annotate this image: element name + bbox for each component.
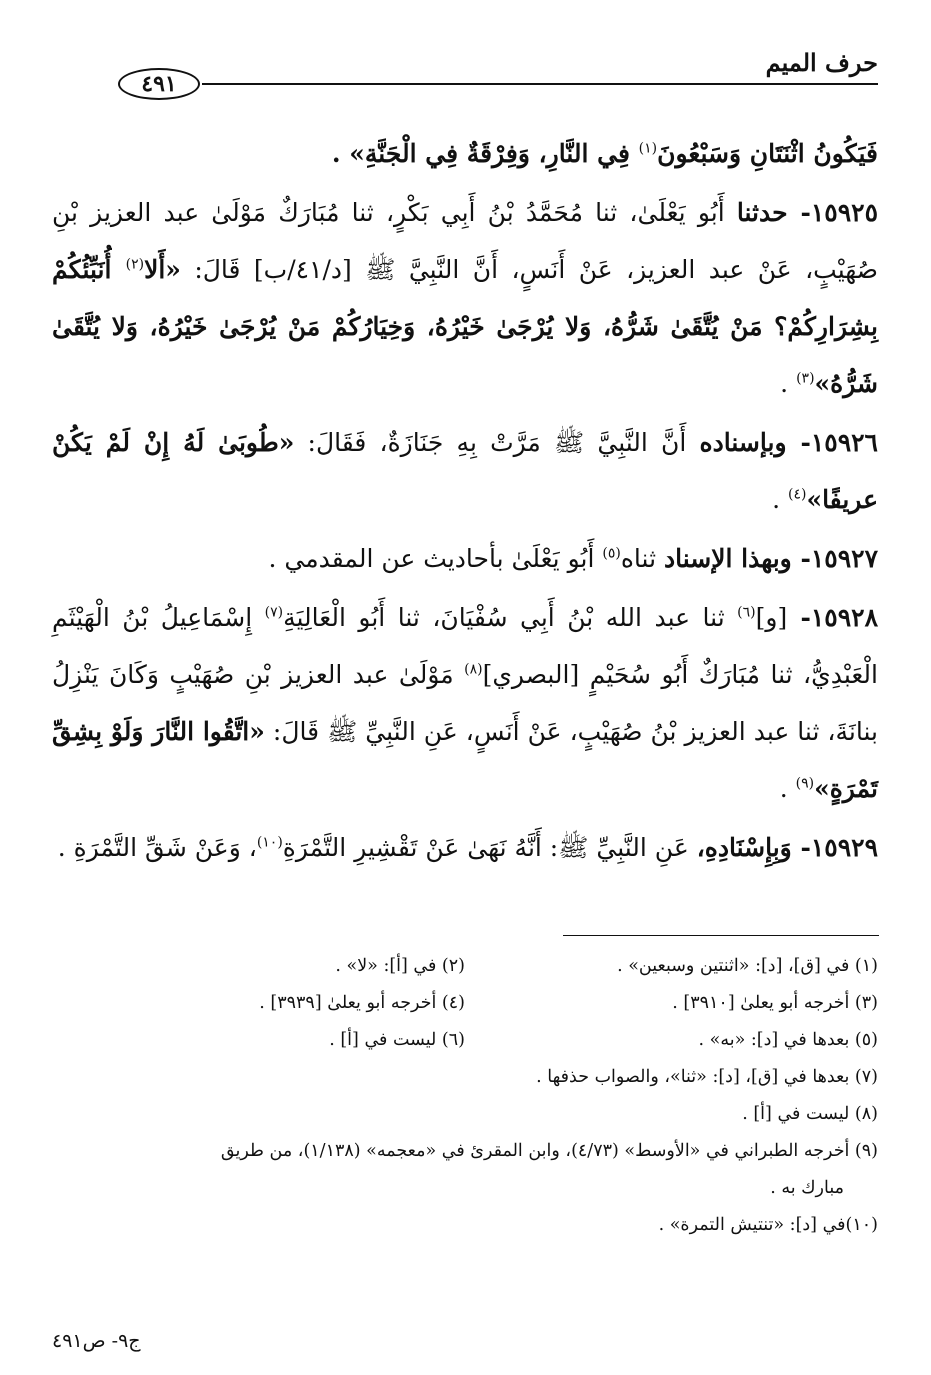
page-number-badge: ٤٩١ [118, 68, 200, 100]
hadith-number: ١٥٩٢٧- [791, 544, 878, 573]
hadith-15925 [52, 184, 878, 412]
hadith-text: مَوْلَىٰ عبد العزيز بْنِ صُهَيْبٍ وَكَانَ يَنْزِلُ بنانَةَ، ثنا عبد العزيز بْنُ صُهَيْبٍ، عَنْ أَنَسٍ، عَنِ النَّبِيِّ ﷺ قَالَ: [52, 660, 878, 746]
hadith-text: . [780, 369, 797, 398]
footnote-row [52, 1022, 878, 1059]
footnote-ref: (٤) [787, 486, 807, 503]
hadith-15929 [52, 819, 878, 876]
footnote-ref: (١) [638, 140, 658, 157]
footnote-9 [52, 1133, 878, 1207]
hadith-number: ١٥٩٢٥- [787, 198, 878, 227]
footnote-1: (١) في [ق]، [د]: «اثنتين وسبعين» . [617, 956, 878, 976]
hadith-number: ١٥٩٢٦- [786, 428, 878, 457]
footnote-ref: (١٠) [256, 834, 283, 851]
hadith-quote: أُنَبِّئُكُمْ بِشِرَارِكُمْ؟ مَنْ يُتَّقَىٰ شَرُّهُ، وَلا يُرْجَىٰ خَيْرُهُ، وَخِيَارُكُمْ مَنْ يُرْجَىٰ خَيْرُهُ، وَلا يُتَّقَىٰ شَرُّهُ» [52, 255, 878, 398]
hadith-text: ، وَعَنْ شَقِّ التَّمْرَةِ . [57, 833, 257, 862]
footnote-9-continuation: مبارك به . [770, 1178, 844, 1198]
page-header [52, 46, 878, 97]
hadith-lead: وبهذا الإسناد [663, 544, 792, 573]
hadith-text: ثنا عبد الله بْنُ أَبِي سُفْيَانَ، ثنا أَبُو الْعَالِيَةِ [283, 603, 738, 632]
hadith-number: ١٥٩٢٨- [787, 603, 878, 632]
footnote-5: (٥) بعدها في [د]: «به» . [698, 1030, 878, 1050]
main-text [52, 125, 878, 878]
hadith-text: [و] [755, 603, 788, 632]
footnote-ref: (٢) [125, 256, 145, 273]
hadith-15927 [52, 530, 878, 587]
footnote-10: (١٠)في [د]: «تنتيش التمرة» . [658, 1215, 878, 1235]
hadith-quote: «اتَّقُوا النَّارَ وَلَوْ بِشِقِّ تَمْرَةٍ» [52, 717, 878, 803]
hadith-text: . [779, 774, 796, 803]
hadith-15926 [52, 414, 878, 528]
hadith-quote: «أَلا [144, 255, 181, 284]
hadith-text: أَنَّ النَّبِيَّ ﷺ مَرَّتْ بِهِ جَنَازَةٌ، فَقَالَ: [294, 428, 700, 457]
hadith-quote: «طُوبَىٰ لَهُ إِنْ لَمْ يَكُنْ عريفًا» [52, 428, 878, 514]
volume-page-marker: ج٩- ص٤٩١ [52, 1330, 141, 1352]
hadith-text: أَبُو يَعْلَىٰ، ثنا مُحَمَّدُ بْنُ أَبِي بَكْرٍ، ثنا مُبَارَكٌ مَوْلَىٰ عبد العزيز بْنِ صُهَيْبٍ، عَنْ عبد العزيز، عَنْ أَنَسٍ، أَنَّ النَّبِيَّ ﷺ [د/٤١/ب] قَالَ: [52, 198, 878, 284]
header-rule [202, 83, 878, 85]
hadith-quote: فَيَكُونُ اثْنَتَانِ وَسَبْعُونَ [657, 139, 878, 168]
footnote-row [52, 948, 878, 985]
footnote-separator [563, 935, 879, 936]
footnote-ref: (٩) [795, 775, 815, 792]
hadith-text: أَبُو يَعْلَىٰ بأحاديث عن المقدمي . [268, 544, 603, 573]
hadith-lead: وَبِإِسْنَادِهِ، [696, 833, 792, 862]
paragraph-continuation [52, 125, 878, 182]
footnote-row [52, 985, 878, 1022]
footnote-ref: (٧) [264, 604, 284, 621]
footnote-ref: (٥) [602, 545, 621, 562]
footnote-7: (٧) بعدها في [ق]، [د]: «ثنا»، والصواب حذفها . [536, 1067, 878, 1087]
hadith-text: ثناه [620, 544, 664, 573]
hadith-lead: وبإسناده [699, 428, 787, 457]
hadith-text: إِسْمَاعِيلُ بْنُ الْهَيْثَمِ الْعَبْدِيُّ، ثنا مُبَارَكٌ أَبُو سُحَيْمٍ [البصري] [52, 603, 878, 689]
hadith-text: عَنِ النَّبِيِّ ﷺ: أَنَّهُ نَهَىٰ عَنْ تَقْشِيرِ التَّمْرَةِ [282, 833, 697, 862]
footnote-3: (٣) أخرجه أبو يعلىٰ [٣٩١٠] . [672, 993, 878, 1013]
footnotes [52, 948, 878, 1244]
footnote-8: (٨) ليست في [أ] . [742, 1104, 878, 1124]
hadith-lead: حدثنا [736, 198, 788, 227]
footnote-9-text: (٩) أخرجه الطبراني في «الأوسط» (٤/٧٣)، وابن المقرئ في «معجمه» (١/١٣٨)، من طريق [220, 1141, 878, 1161]
footnote-6: (٦) ليست في [أ] . [329, 1030, 465, 1050]
hadith-15928 [52, 589, 878, 817]
footnote-ref: (٨) [464, 661, 483, 678]
footnote-ref: (٣) [796, 370, 815, 387]
hadith-number: ١٥٩٢٩- [791, 833, 878, 862]
footnote-2: (٢) في [أ]: «لا» . [335, 956, 465, 976]
chapter-title: حرف الميم [765, 48, 878, 77]
footnote-ref: (٦) [737, 604, 756, 621]
hadith-quote: فِي النَّارِ، وَفِرْقَةٌ فِي الْجَنَّةِ» . [331, 139, 639, 168]
hadith-text: . [772, 485, 788, 514]
footnote-4: (٤) أخرجه أبو يعلىٰ [٣٩٣٩] . [259, 993, 465, 1013]
